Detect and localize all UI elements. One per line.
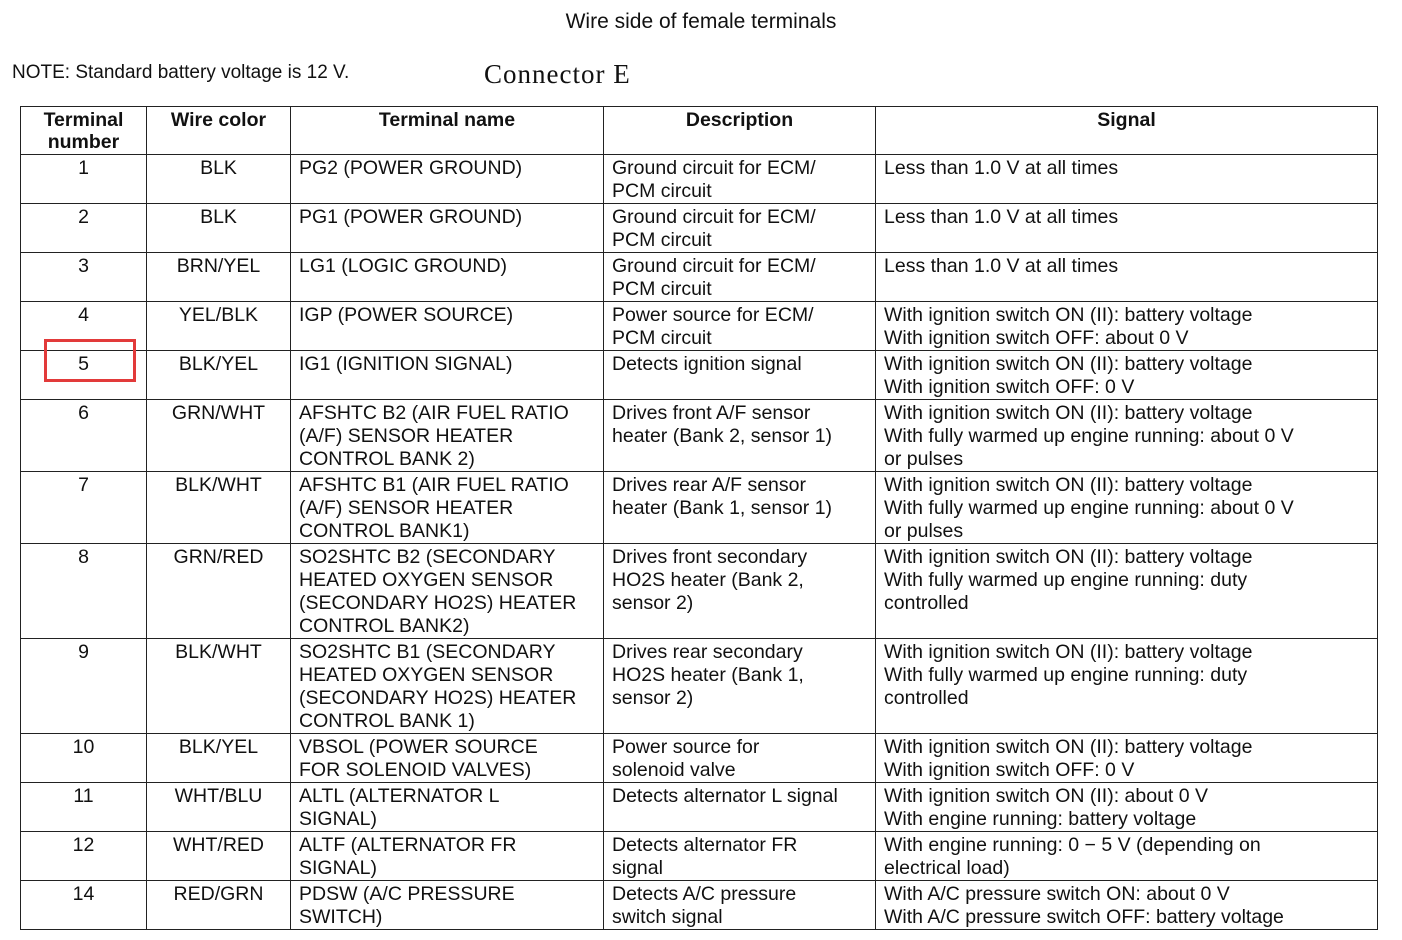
header-signal: Signal	[876, 107, 1378, 155]
description-cell	[604, 832, 876, 881]
signal-cell	[876, 400, 1378, 472]
terminal-name-cell-line: AFSHTC B1 (AIR FUEL RATIO	[299, 474, 569, 496]
header-wire-color: Wire color	[147, 107, 291, 155]
signal-cell	[876, 544, 1378, 639]
signal-cell-line: Less than 1.0 V at all times	[884, 206, 1119, 228]
terminal-name-cell-line: IG1 (IGNITION SIGNAL)	[299, 353, 513, 375]
signal-cell-line: With fully warmed up engine running: about 0 V	[884, 425, 1294, 447]
terminal-number-cell: 6	[21, 400, 147, 472]
terminal-name-cell	[291, 351, 604, 400]
table-row	[21, 253, 1378, 302]
signal-cell	[876, 351, 1378, 400]
signal-cell-line: With ignition switch ON (II): battery voltage	[884, 353, 1253, 375]
terminal-name-cell	[291, 881, 604, 930]
terminal-name-cell-line: PG2 (POWER GROUND)	[299, 157, 523, 179]
signal-cell-line: With A/C pressure switch OFF: battery voltage	[884, 906, 1284, 928]
description-cell-line: Ground circuit for ECM/	[612, 157, 816, 179]
terminal-name-cell-line: CONTROL BANK2)	[299, 615, 470, 637]
description-cell	[604, 881, 876, 930]
terminal-name-cell	[291, 734, 604, 783]
terminal-name-cell-line: PDSW (A/C PRESSURE	[299, 883, 515, 905]
highlight-box-terminal-5	[44, 339, 136, 382]
header-terminal-name: Terminal name	[291, 107, 604, 155]
connector-title: Connector E	[484, 59, 631, 89]
signal-cell-line: With engine running: battery voltage	[884, 808, 1197, 830]
table-row	[21, 302, 1378, 351]
description-cell-line: Ground circuit for ECM/	[612, 206, 816, 228]
signal-cell-line: With ignition switch ON (II): battery voltage	[884, 304, 1253, 326]
description-cell	[604, 400, 876, 472]
terminal-number-cell: 7	[21, 472, 147, 544]
description-cell-line: Drives rear secondary	[612, 641, 803, 663]
terminal-number-cell: 1	[21, 155, 147, 204]
terminal-name-cell-line: VBSOL (POWER SOURCE	[299, 736, 538, 758]
terminal-name-cell-line: AFSHTC B2 (AIR FUEL RATIO	[299, 402, 569, 424]
description-cell	[604, 544, 876, 639]
description-cell-line: Drives rear A/F sensor	[612, 474, 806, 496]
wire-color-cell: YEL/BLK	[147, 302, 291, 351]
signal-cell-line: With ignition switch OFF: 0 V	[884, 759, 1135, 781]
terminal-number-cell: 12	[21, 832, 147, 881]
terminal-name-cell	[291, 302, 604, 351]
description-cell-line: HO2S heater (Bank 2,	[612, 569, 804, 591]
terminal-number-cell: 9	[21, 639, 147, 734]
signal-cell-line: With engine running: 0 − 5 V (depending on	[884, 834, 1261, 856]
description-cell	[604, 734, 876, 783]
table-body	[21, 155, 1378, 930]
wire-color-cell: BLK/YEL	[147, 734, 291, 783]
wire-color-cell: GRN/RED	[147, 544, 291, 639]
description-cell-line: Drives front secondary	[612, 546, 808, 568]
terminal-name-cell-line: CONTROL BANK1)	[299, 520, 470, 542]
terminal-name-cell-line: (A/F) SENSOR HEATER	[299, 425, 514, 447]
signal-cell	[876, 881, 1378, 930]
description-cell	[604, 155, 876, 204]
terminal-name-cell-line: CONTROL BANK 1)	[299, 710, 475, 732]
header-terminal-line: number	[47, 131, 120, 153]
signal-cell-line: With ignition switch ON (II): battery voltage	[884, 546, 1253, 568]
description-cell-line: solenoid valve	[612, 759, 736, 781]
table-header-row	[21, 107, 1378, 155]
signal-cell-line: electrical load)	[884, 857, 1010, 879]
terminal-name-cell	[291, 472, 604, 544]
signal-cell	[876, 783, 1378, 832]
signal-cell	[876, 204, 1378, 253]
description-cell-line: PCM circuit	[612, 278, 712, 300]
terminal-name-cell-line: HEATED OXYGEN SENSOR	[299, 664, 554, 686]
wire-color-cell: BLK/WHT	[147, 472, 291, 544]
wire-color-cell: BRN/YEL	[147, 253, 291, 302]
description-cell-line: PCM circuit	[612, 327, 712, 349]
signal-cell-line: Less than 1.0 V at all times	[884, 157, 1119, 179]
description-cell-line: Detects ignition signal	[612, 353, 802, 375]
signal-cell-line: With ignition switch OFF: about 0 V	[884, 327, 1189, 349]
description-cell-line: sensor 2)	[612, 592, 694, 614]
table-row	[21, 881, 1378, 930]
terminal-number-cell: 4	[21, 302, 147, 351]
terminal-name-cell-line: SO2SHTC B2 (SECONDARY	[299, 546, 556, 568]
description-cell	[604, 351, 876, 400]
wire-color-cell: WHT/BLU	[147, 783, 291, 832]
table-row	[21, 544, 1378, 639]
signal-cell-line: With ignition switch ON (II): battery voltage	[884, 402, 1253, 424]
terminal-number-cell: 14	[21, 881, 147, 930]
signal-cell-line: With ignition switch ON (II): battery voltage	[884, 474, 1253, 496]
signal-cell-line: With ignition switch OFF: 0 V	[884, 376, 1135, 398]
terminal-name-cell	[291, 400, 604, 472]
terminal-name-cell	[291, 783, 604, 832]
description-cell-line: Drives front A/F sensor	[612, 402, 811, 424]
header-terminal-line: Terminal	[43, 109, 124, 131]
terminal-number-cell: 11	[21, 783, 147, 832]
terminal-name-cell-line: CONTROL BANK 2)	[299, 448, 475, 470]
terminal-name-cell	[291, 253, 604, 302]
signal-cell	[876, 832, 1378, 881]
signal-cell-line: controlled	[884, 592, 969, 614]
table-row	[21, 351, 1378, 400]
table-row	[21, 783, 1378, 832]
terminal-number-cell: 3	[21, 253, 147, 302]
terminal-name-cell	[291, 155, 604, 204]
wire-color-cell: BLK	[147, 155, 291, 204]
terminal-name-cell-line: SWITCH)	[299, 906, 383, 928]
description-cell-line: Ground circuit for ECM/	[612, 255, 816, 277]
description-cell-line: Detects alternator FR	[612, 834, 798, 856]
wire-color-cell: BLK/WHT	[147, 639, 291, 734]
terminal-name-cell-line: ALTF (ALTERNATOR FR	[299, 834, 517, 856]
signal-cell-line: With fully warmed up engine running: duty	[884, 569, 1248, 591]
page-heading: Wire side of female terminals	[565, 10, 837, 33]
description-cell-line: Detects alternator L signal	[612, 785, 838, 807]
terminal-name-cell-line: LG1 (LOGIC GROUND)	[299, 255, 508, 277]
terminal-name-cell	[291, 639, 604, 734]
signal-cell	[876, 302, 1378, 351]
signal-cell	[876, 155, 1378, 204]
description-cell-line: PCM circuit	[612, 229, 712, 251]
table-row	[21, 155, 1378, 204]
description-cell-line: Power source for ECM/	[612, 304, 814, 326]
table-row	[21, 472, 1378, 544]
signal-cell-line: With ignition switch ON (II): about 0 V	[884, 785, 1209, 807]
description-cell	[604, 639, 876, 734]
table-row	[21, 832, 1378, 881]
terminal-name-cell-line: IGP (POWER SOURCE)	[299, 304, 514, 326]
description-cell	[604, 783, 876, 832]
description-cell-line: heater (Bank 1, sensor 1)	[612, 497, 833, 519]
signal-cell-line: or pulses	[884, 448, 964, 470]
signal-cell-line: With A/C pressure switch ON: about 0 V	[884, 883, 1230, 905]
terminal-name-cell-line: PG1 (POWER GROUND)	[299, 206, 523, 228]
description-cell-line: PCM circuit	[612, 180, 712, 202]
note-text: NOTE: Standard battery voltage is 12 V.	[12, 62, 350, 83]
terminal-number-cell: 8	[21, 544, 147, 639]
description-cell-line: switch signal	[612, 906, 723, 928]
signal-cell-line: With fully warmed up engine running: duty	[884, 664, 1248, 686]
wire-color-cell: GRN/WHT	[147, 400, 291, 472]
table-row	[21, 204, 1378, 253]
description-cell	[604, 253, 876, 302]
terminal-number-cell: 2	[21, 204, 147, 253]
table-row	[21, 639, 1378, 734]
terminal-name-cell-line: SIGNAL)	[299, 857, 378, 879]
wire-color-cell: BLK/YEL	[147, 351, 291, 400]
terminal-number-cell: 5	[21, 351, 147, 400]
signal-cell-line: With ignition switch ON (II): battery voltage	[884, 736, 1253, 758]
wire-color-cell: BLK	[147, 204, 291, 253]
wire-color-cell: WHT/RED	[147, 832, 291, 881]
terminal-name-cell-line: ALTL (ALTERNATOR L	[299, 785, 500, 807]
header-description: Description	[604, 107, 876, 155]
description-cell-line: HO2S heater (Bank 1,	[612, 664, 804, 686]
signal-cell-line: With fully warmed up engine running: about 0 V	[884, 497, 1294, 519]
terminal-number-cell: 10	[21, 734, 147, 783]
signal-cell-line: With ignition switch ON (II): battery voltage	[884, 641, 1253, 663]
terminal-name-cell-line: FOR SOLENOID VALVES)	[299, 759, 532, 781]
terminal-name-cell-line: SO2SHTC B1 (SECONDARY	[299, 641, 556, 663]
description-cell-line: signal	[612, 857, 663, 879]
description-cell-line: heater (Bank 2, sensor 1)	[612, 425, 833, 447]
description-cell	[604, 302, 876, 351]
description-cell-line: Detects A/C pressure	[612, 883, 797, 905]
wire-color-cell: RED/GRN	[147, 881, 291, 930]
terminal-name-cell	[291, 544, 604, 639]
terminal-name-cell	[291, 832, 604, 881]
signal-cell	[876, 734, 1378, 783]
signal-cell-line: controlled	[884, 687, 969, 709]
terminal-name-cell	[291, 204, 604, 253]
table-row	[21, 400, 1378, 472]
terminal-name-cell-line: SIGNAL)	[299, 808, 378, 830]
terminal-name-cell-line: (SECONDARY HO2S) HEATER	[299, 592, 577, 614]
terminal-table	[20, 106, 1378, 930]
description-cell-line: sensor 2)	[612, 687, 694, 709]
terminal-name-cell-line: (SECONDARY HO2S) HEATER	[299, 687, 577, 709]
description-cell	[604, 204, 876, 253]
signal-cell	[876, 639, 1378, 734]
description-cell	[604, 472, 876, 544]
description-cell-line: Power source for	[612, 736, 760, 758]
signal-cell	[876, 253, 1378, 302]
signal-cell	[876, 472, 1378, 544]
terminal-name-cell-line: (A/F) SENSOR HEATER	[299, 497, 514, 519]
signal-cell-line: Less than 1.0 V at all times	[884, 255, 1119, 277]
terminal-name-cell-line: HEATED OXYGEN SENSOR	[299, 569, 554, 591]
table-row	[21, 734, 1378, 783]
header-terminal-number	[21, 107, 147, 155]
signal-cell-line: or pulses	[884, 520, 964, 542]
